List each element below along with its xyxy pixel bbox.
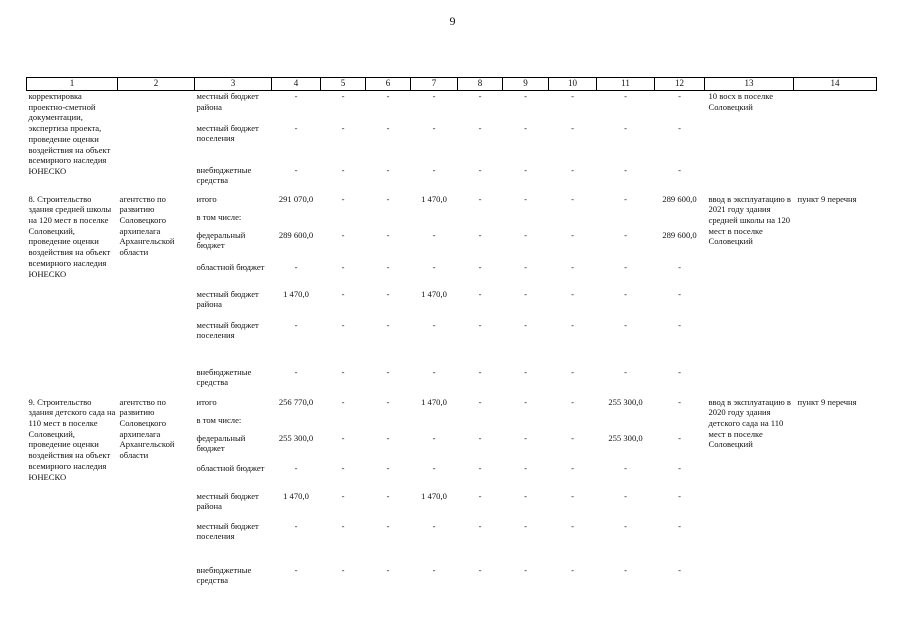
- amount-cell: 1 470,0: [421, 288, 447, 299]
- amount-cell: -: [341, 462, 345, 473]
- funding-source: в том числе:: [196, 211, 242, 222]
- amount-cell: -: [571, 396, 574, 407]
- amount-cell: -: [341, 229, 345, 240]
- executor: агентство по развитию Соловецкого архипелага Архангельской области: [119, 396, 175, 461]
- amount-cell: -: [571, 229, 574, 240]
- amount-cell: -: [571, 366, 574, 377]
- amount-cell: -: [524, 564, 527, 575]
- amount-cell: -: [678, 490, 681, 501]
- amount-cell: -: [524, 122, 527, 133]
- table-row: [27, 194, 877, 212]
- amount-cell: 255 300,0: [278, 432, 314, 443]
- amount-cell: 256 770,0: [278, 396, 314, 407]
- amount-cell: -: [478, 122, 482, 133]
- amount-cell: -: [386, 432, 390, 443]
- amount-cell: [321, 212, 366, 230]
- col-header: 10: [549, 78, 597, 91]
- amount-cell: [458, 212, 503, 230]
- amount-cell: -: [678, 564, 681, 575]
- amount-cell: -: [624, 288, 627, 299]
- amount-cell: -: [524, 91, 527, 101]
- amount-cell: -: [524, 432, 527, 443]
- reference: [794, 91, 877, 194]
- amount-cell: [655, 212, 705, 230]
- amount-cell: -: [524, 520, 527, 531]
- amount-cell: [503, 415, 549, 433]
- amount-cell: -: [294, 520, 298, 531]
- amount-cell: -: [624, 261, 627, 272]
- amount-cell: -: [386, 193, 390, 204]
- funding-source: внебюджетные средства: [196, 366, 252, 388]
- amount-cell: [549, 415, 597, 433]
- amount-cell: -: [386, 366, 390, 377]
- funding-source: федеральный бюджет: [196, 229, 246, 251]
- amount-cell: -: [341, 164, 345, 175]
- funding-source: федеральный бюджет: [196, 432, 246, 454]
- funding-source: местный бюджет поселения: [196, 319, 259, 341]
- amount-cell: -: [432, 122, 436, 133]
- col-header: 14: [794, 78, 877, 91]
- executor: агентство по развитию Соловецкого архипелага Архангельской области: [119, 193, 175, 258]
- amount-cell: -: [571, 319, 574, 330]
- amount-cell: -: [678, 432, 681, 443]
- col-header: 8: [458, 78, 503, 91]
- amount-cell: -: [478, 261, 482, 272]
- amount-cell: -: [432, 432, 436, 443]
- amount-cell: 289 600,0: [662, 193, 697, 204]
- amount-cell: -: [478, 366, 482, 377]
- amount-cell: -: [524, 193, 527, 204]
- amount-cell: -: [624, 229, 627, 240]
- header-row: [27, 78, 877, 91]
- amount-cell: -: [524, 229, 527, 240]
- amount-cell: -: [678, 462, 681, 473]
- amount-cell: -: [524, 288, 527, 299]
- funding-source: местный бюджет района: [196, 490, 259, 512]
- amount-cell: -: [478, 396, 482, 407]
- amount-cell: -: [432, 462, 436, 473]
- amount-cell: -: [624, 564, 627, 575]
- amount-cell: -: [571, 122, 574, 133]
- amount-cell: -: [386, 490, 390, 501]
- amount-cell: [411, 415, 458, 433]
- amount-cell: 255 300,0: [608, 432, 643, 443]
- amount-cell: -: [341, 366, 345, 377]
- amount-cell: -: [678, 91, 681, 101]
- amount-cell: -: [478, 164, 482, 175]
- amount-cell: [411, 212, 458, 230]
- amount-cell: -: [571, 164, 574, 175]
- amount-cell: 1 470,0: [421, 396, 447, 407]
- amount-cell: -: [571, 288, 574, 299]
- amount-cell: -: [678, 261, 681, 272]
- amount-cell: -: [341, 319, 345, 330]
- amount-cell: -: [294, 261, 298, 272]
- amount-cell: -: [294, 164, 298, 175]
- amount-cell: -: [341, 520, 345, 531]
- executor: [118, 91, 195, 194]
- amount-cell: -: [571, 462, 574, 473]
- amount-cell: -: [341, 288, 345, 299]
- amount-cell: -: [432, 366, 436, 377]
- col-header: 7: [411, 78, 458, 91]
- reference: пункт 9 перечня: [797, 396, 857, 407]
- amount-cell: [597, 212, 655, 230]
- amount-cell: -: [341, 122, 345, 133]
- program-table: [26, 77, 877, 595]
- amount-cell: -: [432, 164, 436, 175]
- measure-name: 9. Строительство здания детского сада на 110 мест в поселке Соловецкий, проведение оценки воздействия на объект всемирного наследия ЮНЕСКО: [28, 396, 116, 482]
- col-header: 12: [655, 78, 705, 91]
- amount-cell: [366, 415, 411, 433]
- amount-cell: -: [678, 520, 681, 531]
- amount-cell: 291 070,0: [278, 193, 314, 204]
- amount-cell: [272, 415, 321, 433]
- amount-cell: -: [432, 229, 436, 240]
- amount-cell: -: [678, 164, 681, 175]
- funding-source: итого: [196, 193, 217, 204]
- amount-cell: -: [678, 288, 681, 299]
- amount-cell: -: [478, 432, 482, 443]
- amount-cell: -: [571, 564, 574, 575]
- amount-cell: -: [624, 193, 627, 204]
- amount-cell: -: [524, 319, 527, 330]
- funding-source: местный бюджет района: [196, 288, 259, 310]
- amount-cell: -: [432, 91, 436, 101]
- col-header: 11: [597, 78, 655, 91]
- amount-cell: -: [571, 490, 574, 501]
- amount-cell: -: [478, 193, 482, 204]
- amount-cell: -: [341, 564, 345, 575]
- amount-cell: -: [678, 122, 681, 133]
- amount-cell: -: [341, 432, 345, 443]
- amount-cell: -: [524, 164, 527, 175]
- amount-cell: -: [341, 396, 345, 407]
- funding-source: внебюджетные средства: [196, 564, 252, 586]
- amount-cell: -: [386, 396, 390, 407]
- funding-source: местный бюджет поселения: [196, 520, 259, 542]
- col-header: 3: [195, 78, 272, 91]
- amount-cell: 1 470,0: [421, 490, 447, 501]
- amount-cell: -: [341, 261, 345, 272]
- page-number: 9: [449, 14, 456, 28]
- amount-cell: -: [571, 261, 574, 272]
- amount-cell: 289 600,0: [662, 229, 697, 240]
- amount-cell: -: [624, 319, 627, 330]
- amount-cell: -: [624, 122, 627, 133]
- amount-cell: 1 470,0: [283, 490, 309, 501]
- amount-cell: -: [386, 261, 390, 272]
- amount-cell: -: [341, 193, 345, 204]
- funding-source: в том числе:: [196, 414, 242, 425]
- funding-source: итого: [196, 396, 217, 407]
- amount-cell: -: [341, 490, 345, 501]
- amount-cell: -: [524, 490, 527, 501]
- expected-result: ввод в эксплуатацию в 2020 году здания детского сада на 110 мест в поселке Соловецкий: [708, 396, 791, 450]
- reference: пункт 9 перечня: [797, 193, 857, 204]
- amount-cell: [597, 415, 655, 433]
- col-header: 9: [503, 78, 549, 91]
- amount-cell: -: [571, 91, 574, 101]
- amount-cell: -: [386, 229, 390, 240]
- amount-cell: -: [294, 122, 298, 133]
- amount-cell: [458, 415, 503, 433]
- col-header: 5: [321, 78, 366, 91]
- amount-cell: -: [432, 520, 436, 531]
- funding-source: местный бюджет района: [196, 91, 259, 112]
- funding-source: местный бюджет поселения: [196, 122, 259, 144]
- amount-cell: -: [624, 490, 627, 501]
- col-header: 2: [118, 78, 195, 91]
- amount-cell: -: [524, 396, 527, 407]
- amount-cell: [366, 212, 411, 230]
- amount-cell: -: [478, 319, 482, 330]
- expected-result: 10 восх в поселке Соловецкий: [708, 91, 774, 112]
- amount-cell: -: [294, 91, 298, 101]
- amount-cell: -: [478, 229, 482, 240]
- amount-cell: -: [432, 261, 436, 272]
- amount-cell: -: [571, 432, 574, 443]
- amount-cell: -: [678, 366, 681, 377]
- amount-cell: -: [478, 490, 482, 501]
- funding-source: областной бюджет: [196, 462, 265, 473]
- amount-cell: -: [571, 193, 574, 204]
- amount-cell: -: [386, 288, 390, 299]
- amount-cell: 255 300,0: [608, 396, 643, 407]
- amount-cell: -: [524, 261, 527, 272]
- amount-cell: -: [386, 91, 390, 101]
- amount-cell: 1 470,0: [421, 193, 447, 204]
- amount-cell: [321, 415, 366, 433]
- expected-result: ввод в эксплуатацию в 2021 году здания средней школы на 120 мест в поселке Соловецкий: [708, 193, 791, 247]
- amount-cell: -: [386, 164, 390, 175]
- amount-cell: -: [478, 288, 482, 299]
- funding-source: внебюджетные средства: [196, 164, 252, 186]
- col-header: 1: [27, 78, 118, 91]
- table-row: [27, 91, 877, 123]
- amount-cell: -: [624, 462, 627, 473]
- amount-cell: [503, 212, 549, 230]
- col-header: 4: [272, 78, 321, 91]
- col-header: 13: [705, 78, 794, 91]
- amount-cell: -: [524, 462, 527, 473]
- amount-cell: -: [478, 520, 482, 531]
- amount-cell: 1 470,0: [283, 288, 309, 299]
- amount-cell: -: [571, 520, 574, 531]
- amount-cell: -: [386, 564, 390, 575]
- amount-cell: -: [478, 462, 482, 473]
- amount-cell: -: [432, 564, 436, 575]
- measure-name: корректировка проектно-сметной документации, экспертиза проекта, проведение оценки воздействия на объект всемирного наследия ЮНЕСКО: [28, 91, 111, 177]
- amount-cell: -: [386, 520, 390, 531]
- amount-cell: -: [478, 564, 482, 575]
- amount-cell: 289 600,0: [278, 229, 314, 240]
- amount-cell: [655, 415, 705, 433]
- amount-cell: -: [678, 396, 681, 407]
- amount-cell: -: [386, 462, 390, 473]
- amount-cell: -: [624, 164, 627, 175]
- amount-cell: -: [624, 520, 627, 531]
- amount-cell: -: [624, 366, 627, 377]
- amount-cell: -: [294, 462, 298, 473]
- amount-cell: -: [386, 122, 390, 133]
- amount-cell: -: [432, 319, 436, 330]
- funding-source: областной бюджет: [196, 261, 265, 272]
- amount-cell: -: [294, 319, 298, 330]
- amount-cell: -: [294, 564, 298, 575]
- col-header: 6: [366, 78, 411, 91]
- amount-cell: -: [678, 319, 681, 330]
- amount-cell: -: [624, 91, 627, 101]
- amount-cell: [272, 212, 321, 230]
- amount-cell: -: [478, 91, 482, 101]
- amount-cell: -: [294, 366, 298, 377]
- amount-cell: [549, 212, 597, 230]
- measure-name: 8. Строительство здания средней школы на 120 мест в поселке Соловецкий, проведение оценки воздействия на объект всемирного наследия ЮНЕСКО: [28, 193, 112, 279]
- amount-cell: -: [341, 91, 345, 101]
- table-row: [27, 397, 877, 415]
- amount-cell: -: [524, 366, 527, 377]
- amount-cell: -: [386, 319, 390, 330]
